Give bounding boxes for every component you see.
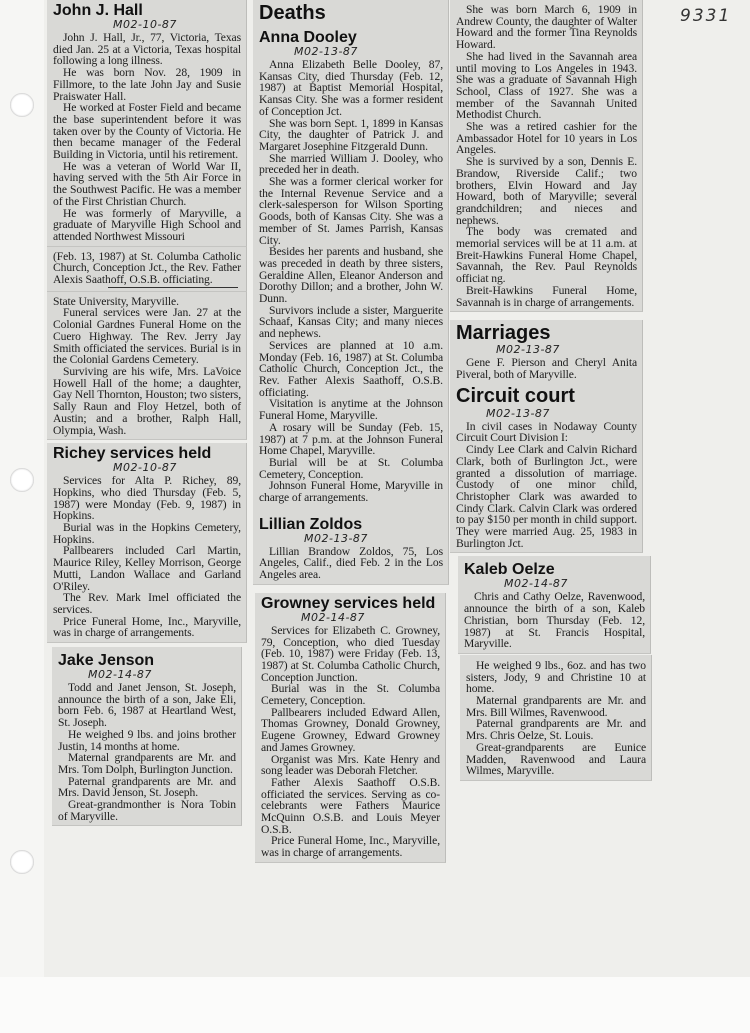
clipping-john-hall bbox=[47, 0, 247, 247]
article-body bbox=[259, 59, 443, 504]
article-paragraph: He was a veteran of World War II, having served with the 5th Air Force in the Southwest Pacific. He was a member of the First Christian Church. bbox=[53, 159, 241, 208]
article-paragraph: She married William J. Dooley, who preceded her in death. bbox=[259, 151, 443, 177]
article-paragraph: He was born Nov. 28, 1909 in Fillmore, to the late John Jay and Susie Praiswater Hall. bbox=[53, 66, 241, 103]
article-body bbox=[466, 660, 646, 777]
article-body bbox=[53, 296, 241, 436]
article-body bbox=[464, 591, 645, 650]
article-paragraph: A rosary will be Sunday (Feb. 15, 1987) at 7 p.m. at the Johnson Funeral Home Chapel, Maryville. bbox=[259, 420, 443, 458]
handwritten-date: M02-10-87 bbox=[113, 18, 177, 31]
article-paragraph: Father Alexis Saathoff O.S.B. officiated the services. Serving as co-celebrants were Fathers Maurice McQuinn O.S.B. and Louis Meyer O.S.B. bbox=[261, 775, 440, 836]
clipping-growney bbox=[255, 593, 446, 863]
article-paragraph: He was formerly of Maryville, a graduate of Maryville High School and attended Northwest Missouri bbox=[53, 206, 241, 243]
handwritten-date: M02-13-87 bbox=[486, 406, 550, 420]
article-paragraph: Maternal grandparents are Mr. and Mrs. Bill Wilmes, Ravenwood. bbox=[466, 694, 646, 719]
article-paragraph: Paternal grandparents are Mr. and Mrs. David Jenson, St. Joseph. bbox=[58, 774, 236, 800]
article-paragraph: The Rev. Mark Imel officiated the services. bbox=[53, 591, 241, 616]
clipping-oelze-continued bbox=[460, 655, 652, 781]
article-body bbox=[261, 625, 440, 859]
punch-hole bbox=[10, 850, 34, 874]
article-paragraph: Price Funeral Home, Inc., Maryville, was in charge of arrangements. bbox=[53, 614, 241, 640]
headline: Richey services held bbox=[53, 445, 212, 463]
article-paragraph: (Feb. 13, 1987) at St. Columba Catholic Church, Conception Jct., the Rev. Father Alexis Saathoff, O.S.B. officiating. bbox=[53, 249, 241, 287]
article-paragraph: She was born March 6, 1909 in Andrew County, the daughter of Walter Howard and the former Tina Reynolds Howard. bbox=[456, 3, 637, 52]
headline: Growney services held bbox=[261, 594, 436, 612]
article-body bbox=[53, 32, 241, 243]
article-paragraph: Breit-Hawkins Funeral Home, Savannah is in charge of arrangements. bbox=[456, 283, 637, 309]
clipping-zoldos-continued bbox=[450, 0, 643, 312]
handwritten-date: M02-10-87 bbox=[113, 461, 177, 475]
article-paragraph: Anna Elizabeth Belle Dooley, 87, Kansas City, died Thursday (Feb. 12, 1987) at Baptist Memorial Hospital, Kansas City. She was a former resident of Conception Jct. bbox=[259, 58, 443, 118]
clipping-deaths bbox=[253, 0, 449, 585]
page-number-handwritten: 9331 bbox=[680, 6, 732, 26]
article-paragraph: She was born Sept. 1, 1899 in Kansas City, the daughter of Patrick J. and Margaret Josephine Fitzgerald Dunn. bbox=[259, 116, 443, 153]
article-body bbox=[53, 251, 241, 286]
article-paragraph: He weighed 9 lbs., 6oz. and has two sisters, Jody, 9 and Christine 10 at home. bbox=[466, 658, 646, 696]
column-middle bbox=[253, 0, 449, 863]
clipping-hall-continued bbox=[47, 292, 247, 440]
article-paragraph: Burial was in the St. Columba Cemetery, Conception. bbox=[261, 682, 440, 708]
article-body bbox=[456, 4, 637, 308]
article-paragraph: Surviving are his wife, Mrs. LaVoice Howell Hall of the home; a daughter, Gay Nell Thornton, Houston; two sisters, Sally Raun and Floy Hetzel, both of Austin; and a brother, Ralph Hall, Olympia, Wash. bbox=[53, 364, 241, 437]
article-paragraph: Todd and Janet Jenson, St. Joseph, announce the birth of a son, Jake Eli, born Feb. 6, 1987 at Heartland West, St. Joseph. bbox=[58, 681, 236, 730]
article-paragraph: She had lived in the Savannah area until moving to Los Angeles in 1943. She was a graduate of Savannah High School, Class of 1927. She was a member of the Savannah United Methodist Church. bbox=[456, 49, 637, 122]
article-paragraph: Burial was in the Hopkins Cemetery, Hopkins. bbox=[53, 521, 241, 546]
article-paragraph: He worked at Foster Field and became the base superintendent before it was taken over by the County of Victoria. He then became manager of the Federal Building in Victoria, until his retirement. bbox=[53, 101, 241, 162]
article-paragraph: Burial will be at St. Columba Cemetery, Conception. bbox=[259, 455, 443, 481]
section-heading: Deaths bbox=[259, 2, 326, 24]
clipping-richey bbox=[47, 443, 247, 643]
article-paragraph: He weighed 9 lbs. and joins brother Justin, 14 months at home. bbox=[58, 727, 236, 753]
column-right bbox=[450, 0, 652, 781]
article-paragraph: Cindy Lee Clark and Calvin Richard Clark, both of Burlington Jct., were granted a dissolution of marriage. Custody of one minor child, Christopher Clark was awarded to Cindy Clark. Calvin Clark was ordered to pay $150 per month in child support. They were married Aug. 25, 1983 in Burlington Jct. bbox=[456, 443, 637, 550]
section-heading: Marriages bbox=[456, 322, 551, 345]
article-paragraph: Organist was Mrs. Kate Henry and song leader was Deborah Fletcher. bbox=[261, 752, 440, 778]
clipping-hall-insert bbox=[47, 247, 247, 292]
article-paragraph: In civil cases in Nodaway County Circuit Court Division I: bbox=[456, 419, 637, 445]
column-left bbox=[47, 0, 247, 826]
pen-underline bbox=[108, 287, 238, 288]
handwritten-date: M02-13-87 bbox=[496, 343, 560, 357]
article-paragraph: Gene F. Pierson and Cheryl Anita Piveral, both of Maryville. bbox=[456, 356, 637, 381]
article-paragraph: Funeral services were Jan. 27 at the Colonial Gardnes Funeral Home on the Cuero Highway. The Rev. Jerry Jay Smith officiated the services. Burial is in the Colonial Gardens Cemetery. bbox=[53, 306, 241, 367]
handwritten-date: M02-14-87 bbox=[301, 610, 365, 624]
headline: John J. Hall bbox=[53, 2, 143, 19]
article-paragraph: Paternal grandparents are Mr. and Mrs. Chris Oelze, St. Louis. bbox=[466, 717, 646, 743]
article-body bbox=[259, 546, 443, 581]
article-paragraph: Chris and Cathy Oelze, Ravenwood, announce the birth of a son, Kaleb Christian, born Thursday (Feb. 12, 1987) at St. Francis Hospital, Maryville. bbox=[464, 590, 645, 651]
clipping-jake-jenson bbox=[52, 647, 242, 826]
article-paragraph: Besides her parents and husband, she was preceded in death by three sisters, Geraldine Allen, Eleanor Anderson and Dorothy Dillon; and a brother, John W. Dunn. bbox=[259, 245, 443, 306]
article-paragraph: Great-grandparents are Eunice Madden, Ravenwood and Laura Wilmes, Maryville. bbox=[466, 740, 646, 778]
article-paragraph: She is survived by a son, Dennis E. Brandow, Riverside Calif.; two brothers, Elvin Howard and Jay Howard, both of Maryville; several grandchildren; and nieces and nephews. bbox=[456, 155, 637, 227]
handwritten-date: M02-13-87 bbox=[294, 45, 358, 58]
article-body bbox=[456, 357, 637, 380]
clipping-kaleb-oelze bbox=[458, 556, 651, 654]
handwritten-date: M02-14-87 bbox=[88, 668, 152, 682]
article-paragraph: State University, Maryville. bbox=[53, 294, 179, 308]
article-paragraph: Visitation is anytime at the Johnson Funeral Home, Maryville. bbox=[259, 397, 443, 423]
article-paragraph: Survivors include a sister, Marguerite Schaaf, Kansas City; and many nieces and nephews. bbox=[259, 303, 443, 341]
article-paragraph: Pallbearers included Edward Allen, Thomas Growney, Donald Growney, Eugene Growney, Edward Growney and James Growney. bbox=[261, 705, 440, 754]
article-paragraph: Services for Elizabeth C. Growney, 79, Conception, who died Tuesday (Feb. 10, 1987) were Friday (Feb. 13, 1987) at St. Columba Catholic Church, Conception Junction. bbox=[261, 623, 440, 684]
headline: Kaleb Oelze bbox=[464, 561, 555, 579]
handwritten-date: M02-14-87 bbox=[504, 577, 568, 591]
section-heading: Circuit court bbox=[456, 384, 575, 407]
article-paragraph: Maternal grandparents are Mr. and Mrs. Tom Dolph, Burlington Junction. bbox=[58, 751, 236, 776]
article-paragraph: Johnson Funeral Home, Maryville in charge of arrangements. bbox=[259, 479, 443, 505]
binder-margin bbox=[0, 0, 44, 977]
article-paragraph: Great-grandmonther is Nora Tobin of Maryville. bbox=[58, 798, 236, 823]
punch-hole bbox=[10, 468, 34, 492]
headline: Lillian Zoldos bbox=[259, 515, 363, 533]
article-paragraph: The body was cremated and memorial services will be at 11 a.m. at Breit-Hawkins Funeral Home Chapel, Savannah, the Rev. Paul Reynolds officiat ng. bbox=[456, 225, 637, 286]
article-paragraph: She was a former clerical worker for the Internal Revenue Service and a clerk-salesperson for Wilson Sporting Goods, both of Kansas City. She was a member of St. James Parrish, Kansas City. bbox=[259, 175, 443, 247]
article-paragraph: She was a retired cashier for the Ambassador Hotel for 10 years in Los Angeles. bbox=[456, 120, 637, 157]
article-paragraph: Price Funeral Home, Inc., Maryville, was in charge of arrangements. bbox=[261, 834, 440, 860]
article-body bbox=[58, 682, 236, 822]
article-paragraph: Services are planned at 10 a.m. Monday (Feb. 16, 1987) at St. Columba Catholic Church, Conception Jct., the Rev. Father Alexis Saathoff, O.S.B. officiating. bbox=[259, 338, 443, 399]
handwritten-date: M02-13-87 bbox=[304, 531, 368, 545]
article-paragraph: Lillian Brandow Zoldos, 75, Los Angeles, Calif., died Feb. 2 in the Los Angeles area. bbox=[259, 544, 443, 582]
article-body bbox=[456, 421, 637, 550]
article-paragraph: John J. Hall, Jr., 77, Victoria, Texas died Jan. 25 at a Victoria, Texas hospital following a long illness. bbox=[53, 31, 241, 68]
headline: Anna Dooley bbox=[259, 29, 357, 46]
headline: Jake Jenson bbox=[58, 652, 155, 670]
clipping-marriages bbox=[450, 320, 643, 553]
article-paragraph: Services for Alta P. Richey, 89, Hopkins, who died Thursday (Feb. 5, 1987) were Monday (Feb. 9, 1987) in Hopkins. bbox=[53, 474, 241, 523]
article-body bbox=[53, 475, 241, 639]
article-paragraph: Pallbearers included Carl Martin, Maurice Riley, Kelley Morrison, George Mutti, Landon Wallace and Garland O'Riley. bbox=[53, 544, 241, 593]
punch-hole bbox=[10, 93, 34, 117]
